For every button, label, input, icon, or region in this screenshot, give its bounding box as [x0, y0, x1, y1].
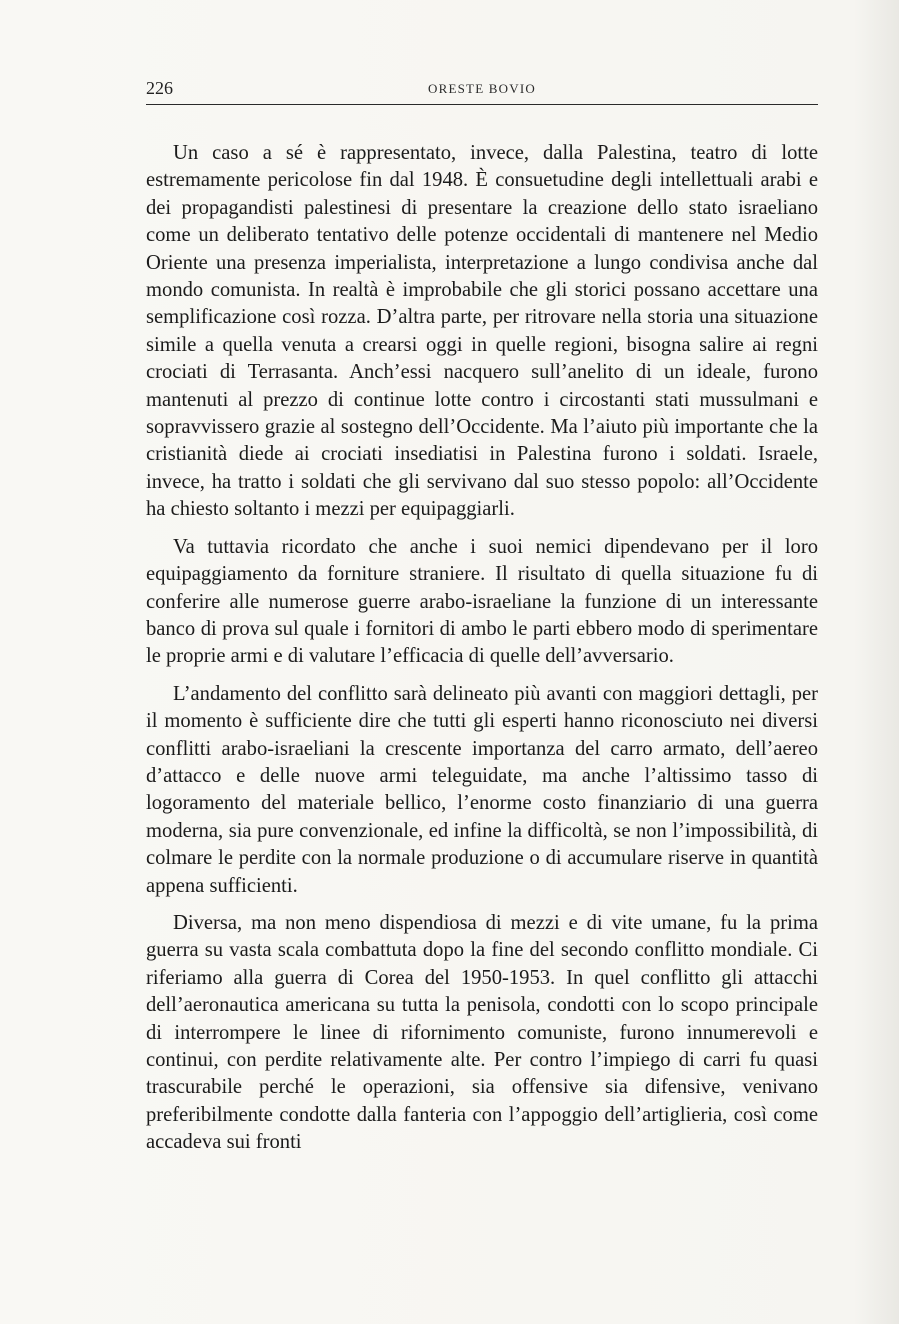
- paragraph-4: Diversa, ma non meno dispendiosa di mezzi e di vite umane, fu la prima guerra su vasta scala combattuta dopo la fine del secondo conflitto mondiale. Ci riferiamo alla guerra di Corea del 1950-1953. In quel conflitto gli attacchi dell’aeronautica americana su tutta la penisola, condotti con lo scopo principale di interrompere le linee di rifornimento comuniste, furono innumerevoli e continui, con perdite relativamente alte. Per contro l’impiego di carri fu quasi trascurabile perché le operazioni, sia offensive sia difensive, venivano preferibilmente condotte dalla fanteria con l’appoggio dell’artiglieria, così come accadeva sui fronti: [146, 911, 818, 1154]
- paragraph-2: Va tuttavia ricordato che anche i suoi nemici dipendevano per il loro equipaggiamento da forniture straniere. Il risultato di quella situazione fu di conferire alle numerose guerre arabo-israeliane la funzione di un interessante banco di prova sul quale i fornitori di ambo le parti ebbero modo di sperimentare le proprie armi e di valutare l’efficacia di quelle dell’avversario.: [146, 535, 818, 668]
- body-text: [146, 140, 818, 1157]
- running-head: ORESTE BOVIO: [428, 81, 536, 96]
- page-number: 226: [146, 78, 173, 98]
- paragraph-1: Un caso a sé è rappresentato, invece, dalla Palestina, teatro di lotte estremamente pericolose fin dal 1948. È consuetudine degli intellettuali arabi e dei propagandisti palestinesi di presentare la creazione dello stato israeliano come un deliberato tentativo delle potenze occidentali di mantenere nel Medio Oriente una presenza imperialista, interpretazione a lungo condivisa anche dal mondo comunista. In realtà è improbabile che gli storici possano accettare una semplificazione così rozza. D’altra parte, per ritrovare nella storia una situazione simile a quella venuta a crearsi oggi in quelle regioni, bisogna salire ai regni crociati di Terrasanta. Anch’essi nacquero sull’anelito di un ideale, furono mantenuti al prezzo di continue lotte contro i circostanti stati mussulmani e sopravvissero grazie al sostegno dell’Occidente. Ma l’aiuto più importante che la cristianità diede ai crociati insediatisi in Palestina furono i soldati. Israele, invece, ha tratto i soldati che gli servivano dal suo stesso popolo: all’Occidente ha chiesto soltanto i mezzi per equipaggiarli.: [146, 142, 818, 521]
- paragraph-3: L’andamento del conflitto sarà delineato più avanti con maggiori dettagli, per il momento è sufficiente dire che tutti gli esperti hanno riconosciuto nei diversi conflitti arabo-israeliani la crescente importanza del carro armato, dell’aereo d’attacco e delle nuove armi teleguidate, ma anche l’altissimo tasso di logoramento del materiale bellico, l’enorme costo finanziario di una guerra moderna, sia pure convenzionale, ed infine la difficoltà, se non l’impossibilità, di colmare le perdite con la normale produzione o di accumulare riserve in quantità appena sufficienti.: [146, 682, 818, 897]
- page-header: [146, 78, 818, 105]
